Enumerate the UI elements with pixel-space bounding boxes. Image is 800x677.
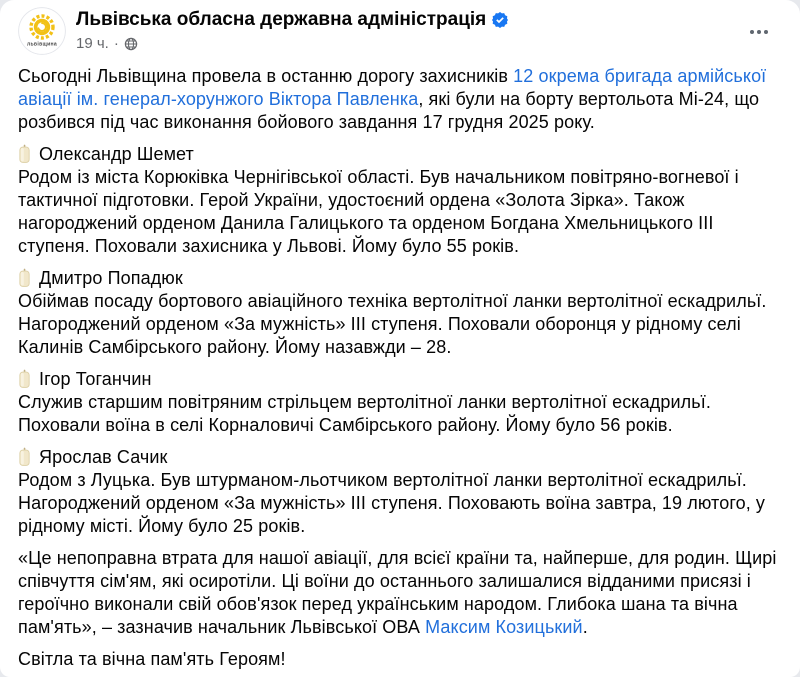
fallen-bio: Обіймав посаду бортового авіаційного техніка вертолітної ланки вертолітної ескадрильї. Нагороджений орденом «За мужність» ІІІ ступеня. Поховали оборонця у рідному селі Калинів Самбірського району. Йому назавжди – 28. (18, 291, 767, 357)
brigade-link[interactable]: 12 окрема бригада армійської авіації ім. генерал-хорунжого Віктора Павленка (18, 66, 767, 109)
fallen-name: Дмитро Попадюк (39, 268, 183, 288)
quote-text-before: «Це непоправна втрата для нашої авіації, для всієї країни та, найперше, для родин. Щирі співчуття сім'ям, які осиротіли. Ці воїни до останнього залишалися відданими присязі і героїчно виконали свій обов'язок перед українським народом. Глибока шана та вічна пам'ять», – зазначив начальник Львівської ОВА (18, 548, 777, 637)
fallen-section (18, 446, 782, 538)
fallen-section (18, 143, 782, 258)
avatar-label: львівщина (26, 41, 58, 48)
header-info (76, 7, 508, 52)
candle-icon (18, 144, 31, 163)
fallen-name: Ігор Тоганчин (39, 369, 152, 389)
candle-icon (18, 447, 31, 466)
closing-paragraph: Світла та вічна пам'ять Героям! (18, 649, 286, 669)
fallen-bio: Родом з Луцька. Був штурманом-льотчиком вертолітної ланки вертолітної ескадрильї. Нагороджений орденом «За мужність» ІІІ ступеня. Поховають воїна завтра, 19 лютого, у рідному місті. Йому було 25 років. (18, 470, 765, 536)
fallen-bio: Служив старшим повітряним стрільцем вертолітної ланки вертолітної ескадрильї. Поховали воїна в селі Корналовичі Самбірського району. Йому було 56 років. (18, 392, 711, 435)
fallen-section (18, 267, 782, 359)
fallen-name-line (18, 143, 782, 166)
ellipsis-dot (757, 30, 761, 34)
official-link[interactable]: Максим Козицький (425, 617, 583, 637)
candle-icon (18, 369, 31, 388)
post-header (0, 0, 800, 57)
intro-text-before: Сьогодні Львівщина провела в останню дорогу захисників (18, 66, 514, 86)
meta-separator: · (113, 35, 119, 52)
more-options-button[interactable] (746, 22, 772, 42)
post-body (0, 57, 800, 671)
fallen-name-line (18, 368, 782, 391)
page-avatar[interactable] (18, 7, 66, 55)
post-timestamp[interactable]: 19 ч. (76, 35, 109, 52)
intro-paragraph (18, 65, 782, 134)
verified-badge-icon (492, 12, 508, 28)
globe-icon (124, 37, 138, 51)
ellipsis-dot (764, 30, 768, 34)
quote-text-after: . (582, 617, 588, 637)
fallen-name-line (18, 267, 782, 290)
fallen-section (18, 368, 782, 437)
page-name-link[interactable]: Львівська обласна державна адміністрація (76, 9, 487, 30)
ellipsis-dot (750, 30, 754, 34)
intro-text-after: , які були на борту вертольота Мі-24, що розбився під час виконання бойового завдання 17 грудня 2025 року. (18, 89, 760, 132)
fallen-name: Ярослав Сачик (39, 447, 168, 467)
fallen-name-line (18, 446, 782, 469)
fallen-name: Олександр Шемет (39, 144, 194, 164)
fallen-bio: Родом із міста Корюківка Чернігівської області. Був начальником повітряно-вогневої і тактичної підготовки. Герой України, удостоєний ордена «Золота Зірка». Також нагороджений орденом Данила Галицького та орденом Богдана Хмельницького ІІІ ступеня. Поховали захисника у Львові. Йому було 55 років. (18, 167, 739, 256)
quote-paragraph (18, 547, 782, 639)
candle-icon (18, 268, 31, 287)
